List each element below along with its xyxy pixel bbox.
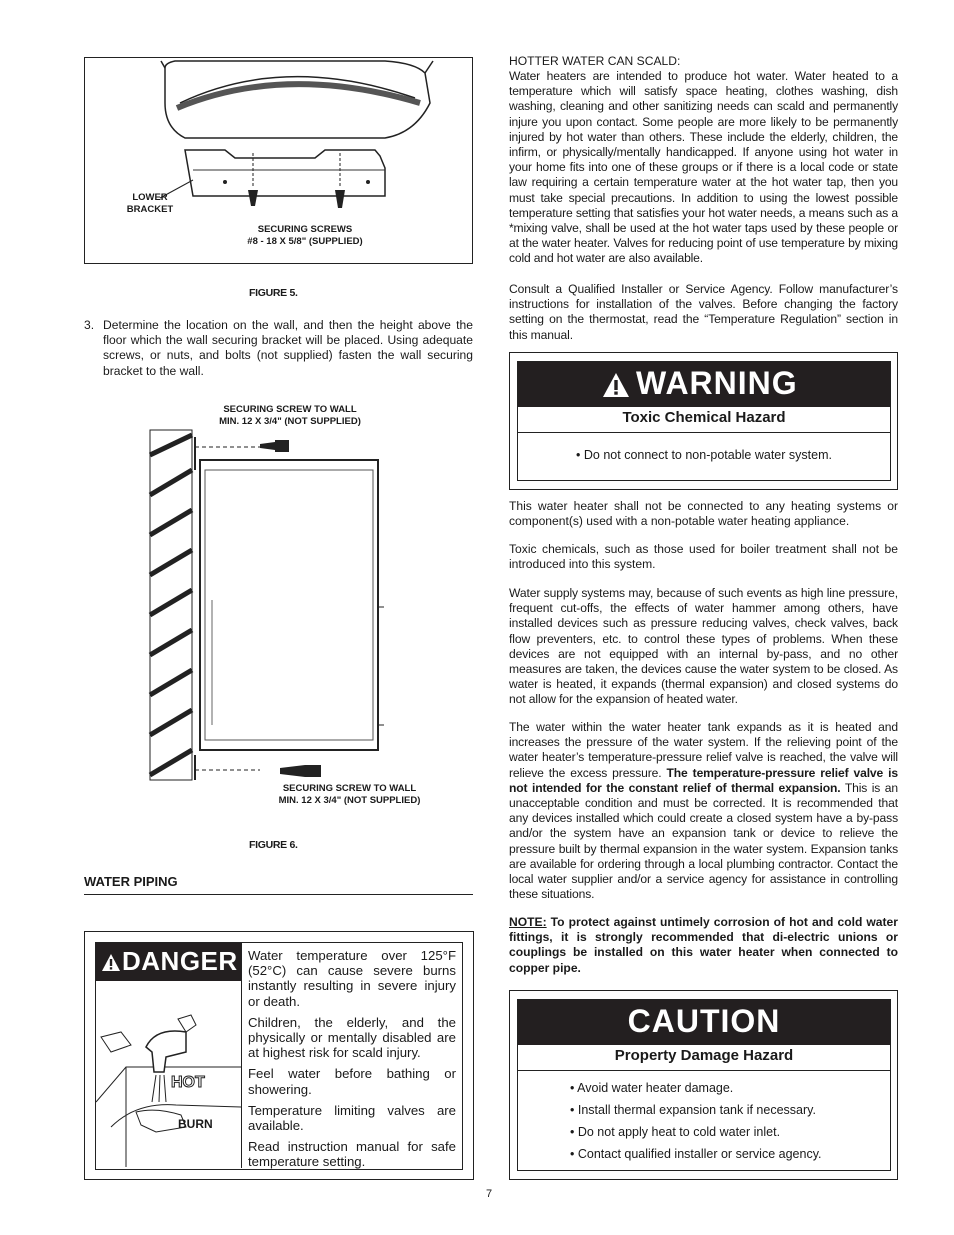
danger-p1: Water temperature over 125°F (52°C) can cause severe burns instantly resulting in severe injury or death. <box>248 948 456 1009</box>
figure-6-top-label: SECURING SCREW TO WALL MIN. 12 X 3/4" (NOT SUPPLIED) <box>219 404 361 427</box>
supply-paragraph: Water supply systems may, because of such events as high line pressure, frequent cut-offs, the effects of water hammer among others, have installed devices such as pressure reducing valves, check valves, back flow preventers, etc. to control these types of problems. When these devices are not equipped with an internal by-pass, and no other measures are taken, the devices cause the water system to be closed. As water is heated, it expands (thermal expansion) and closed systems do not allow for the expansion of heated water. <box>509 586 898 707</box>
warning-triangle-icon <box>602 372 630 398</box>
expansion-text-b: This is an unacceptable condition and must be corrected. It is recommended that any devices installed which could create a closed system have a by-pass and/or the system have an expansion tank or device to relieve the pressure built by thermal expansion in the water system. Expansion tanks are available for ordering through a local plumbing contractor. Contact the local water supplier and/or a service agency for assistance in controlling these situations. <box>509 780 899 902</box>
consult-paragraph: Consult a Qualified Installer or Service Agency. Follow manufacturer’s instructions for installation of the valves. Before changing the factory setting on the thermostat, read the “Temperature Regulation” section in this manual. <box>509 282 898 342</box>
caution-item: • Install thermal expansion tank if necessary. <box>570 1103 816 1117</box>
warning-subtitle: Toxic Chemical Hazard <box>622 409 786 426</box>
expansion-paragraph <box>509 720 898 902</box>
caution-title: CAUTION <box>627 1003 781 1039</box>
hot-faucet-illustration <box>96 1007 241 1167</box>
warning-title: WARNING <box>636 365 798 401</box>
scald-paragraph: Water heaters are intended to produce hot water. Water heated to a temperature which will satisfy space heating, clothes washing, dish washing, cleaning and other sanitizing needs can scald and permanently injure you upon contact. Some people are more likely to be permanently injured by hot water than others. These include the elderly, children, the infirm, or physically/mentally handicapped. If anyone using hot water in your home fits into one of these groups or if there is a local code or state law requiring a certain temperature water at the hot water tap, then you must take special precautions. In addition to using the lowest possible temperature setting that satisfies your hot water needs, a means such as a *mixing valve, shall be used at the hot water taps used by these people or at the water heater. Valves for reducing point of use temperature by mixing cold and hot water are also available. <box>509 69 898 266</box>
heating-paragraph: This water heater shall not be connected to any heating systems or component(s) used with a non-potable water heating appliance. <box>509 499 898 529</box>
caution-subtitle: Property Damage Hazard <box>614 1047 794 1064</box>
scald-heading: HOTTER WATER CAN SCALD: <box>509 54 681 68</box>
securing-screws-label: SECURING SCREWS #8 - 18 X 5/8" (SUPPLIED) <box>247 224 363 247</box>
figure-5-caption: FIGURE 5. <box>249 287 298 299</box>
expansion-text-a: The water within the water heater tank expands as it is heated and increases the pressure of the water system. If the relieving point of the water heater’s temperature-pressure relief valve is reached, the valve will relieve the excess pressure. <box>509 720 898 780</box>
warning-subtitle-rule <box>518 432 890 433</box>
note-text: To protect against untimely corrosion of hot and cold water fittings, it is strongly recommended that di-electric unions or couplings be installed on this water heater when connected to copper pipe. <box>509 915 898 975</box>
note-label: NOTE: <box>509 915 547 929</box>
danger-title: DANGER <box>122 946 238 976</box>
warning-triangle-icon <box>101 953 121 972</box>
warning-header <box>518 362 890 407</box>
burn-label: BURN <box>178 1117 213 1131</box>
lower-bracket-label: LOWER BRACKET <box>126 192 174 215</box>
note-paragraph <box>509 915 898 976</box>
step-3-text: Determine the location on the wall, and then the height above the floor which the wall securing bracket will be placed. Using adequate screws, or nuts, and bolts (not supplied) fasten the wall securing bracket to the wall. <box>103 318 473 378</box>
water-piping-heading: WATER PIPING <box>84 874 178 889</box>
hot-label: HOT <box>171 1074 205 1091</box>
danger-p3: Feel water before bathing or showering. <box>248 1066 456 1097</box>
warning-panel <box>509 352 898 490</box>
caution-header <box>518 1000 890 1045</box>
caution-item: • Do not apply heat to cold water inlet. <box>570 1125 781 1139</box>
figure-6-bottom-label: SECURING SCREW TO WALL MIN. 12 X 3/4" (NOT SUPPLIED) <box>278 783 421 806</box>
caution-item: • Contact qualified installer or service agency. <box>570 1147 822 1161</box>
page-number: 7 <box>486 1188 493 1200</box>
danger-divider <box>241 943 242 1168</box>
figure-5-frame <box>84 57 473 264</box>
heading-rule <box>84 894 473 895</box>
toxic-paragraph: Toxic chemicals, such as those used for boiler treatment shall not be introduced into this system. <box>509 542 898 572</box>
expansion-text-bold: The temperature-pressure relief valve is not intended for the constant relief of thermal expansion. <box>509 765 898 795</box>
figure-6-drawing <box>140 425 400 785</box>
caution-panel <box>509 990 898 1180</box>
danger-text <box>248 948 456 1170</box>
danger-p2: Children, the elderly, and the physically or mentally disabled are at highest risk for scald injury. <box>248 1014 456 1061</box>
danger-p4: Temperature limiting valves are available. <box>248 1102 456 1134</box>
step-3-number: 3. <box>84 318 95 332</box>
danger-p5: Read instruction manual for safe temperature setting. <box>248 1139 456 1170</box>
caution-subtitle-rule <box>518 1070 890 1071</box>
caution-list <box>570 1077 890 1165</box>
danger-header <box>96 943 241 981</box>
warning-item: • Do not connect to non-potable water system. <box>576 448 832 462</box>
figure-6-caption: FIGURE 6. <box>249 839 298 851</box>
caution-item: • Avoid water heater damage. <box>570 1081 734 1095</box>
danger-panel <box>84 931 474 1180</box>
